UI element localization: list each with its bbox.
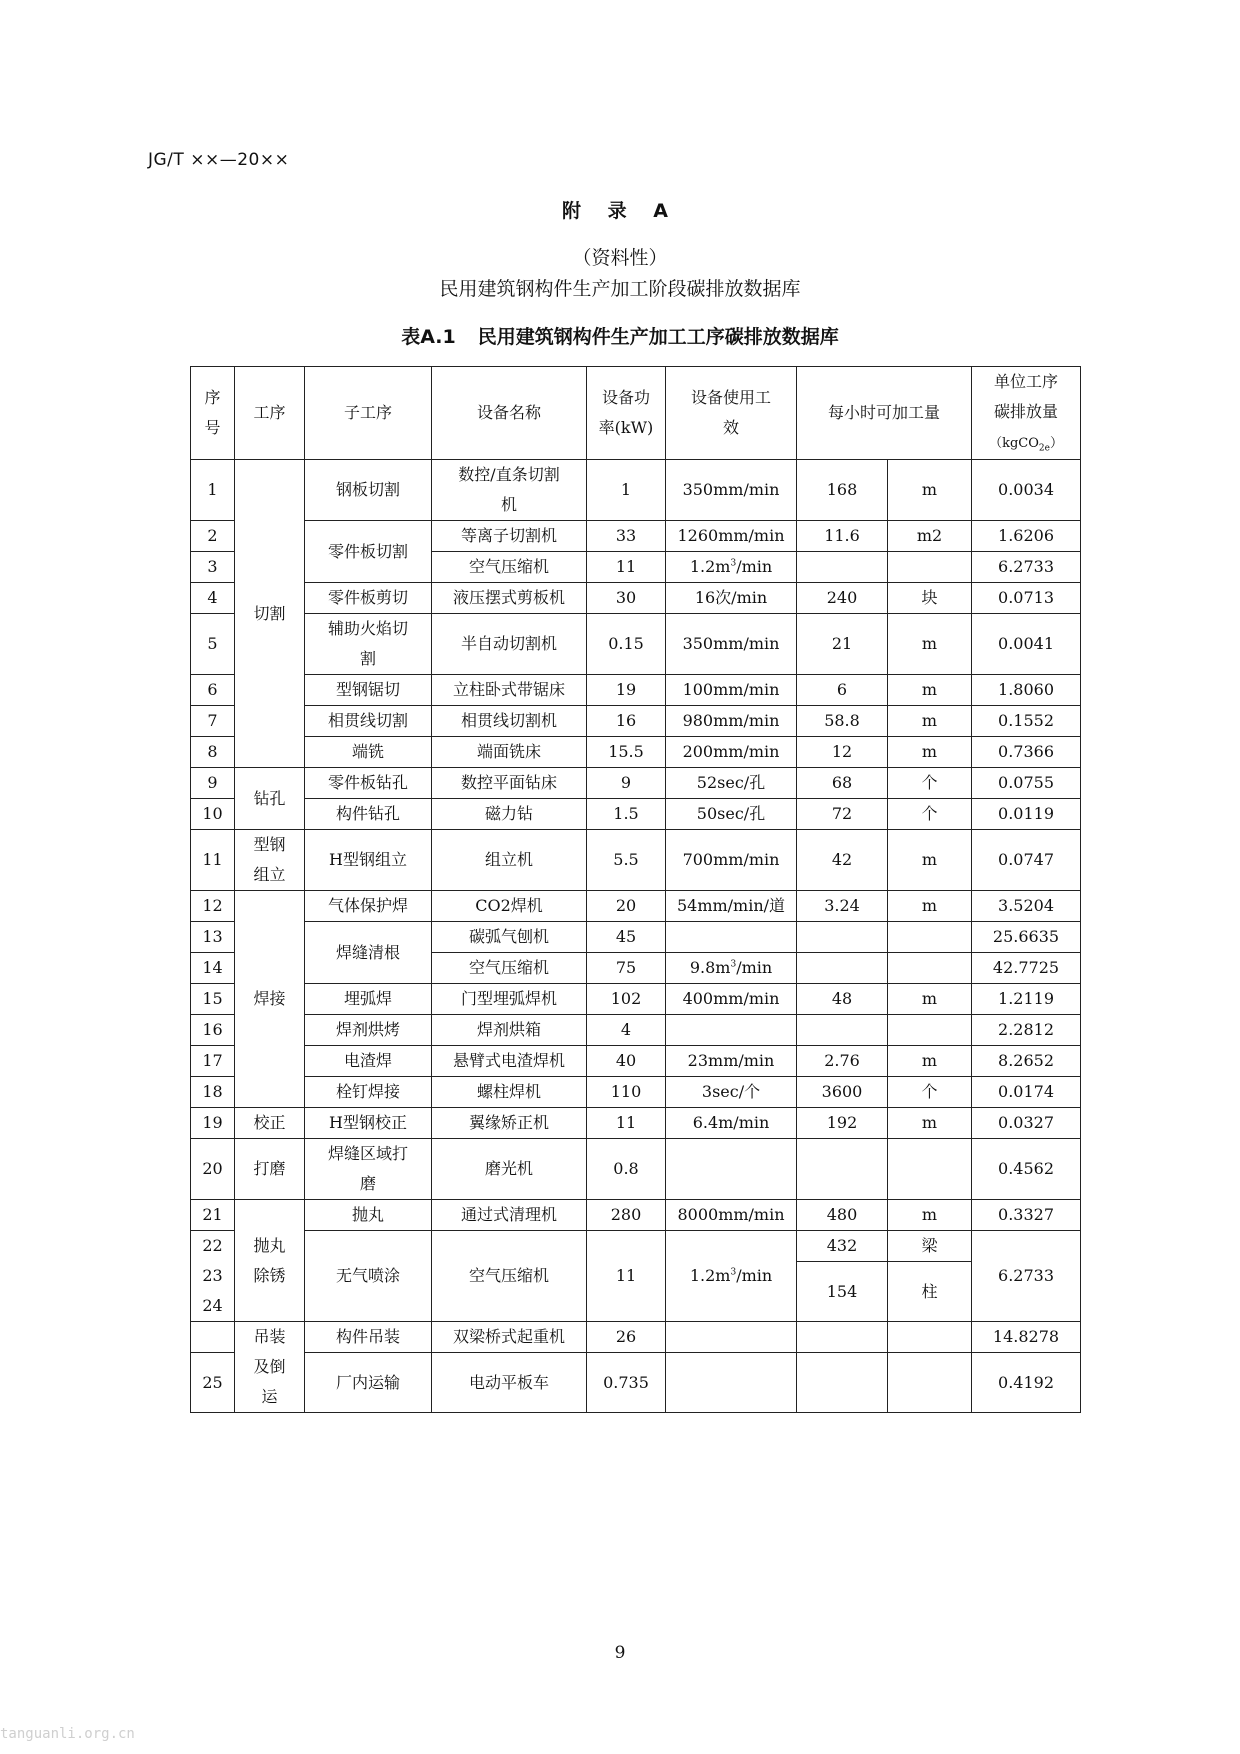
table-cell: 18 [191, 1077, 235, 1108]
table-cell: 200mm/min [666, 737, 797, 768]
table-row [191, 830, 1081, 891]
table-cell: 2.76 [797, 1046, 888, 1077]
table-row [191, 675, 1081, 706]
table-cell: m [888, 675, 972, 706]
table-cell: 厂内运输 [305, 1353, 432, 1413]
table-cell: 电渣焊 [305, 1046, 432, 1077]
table-cell: m [888, 1046, 972, 1077]
header-subprocess: 子工序 [305, 367, 432, 460]
table-cell [888, 1139, 972, 1200]
group-assemble: 型钢 组立 [235, 830, 305, 891]
table-cell [797, 922, 888, 953]
table-cell: 15 [191, 984, 235, 1015]
table-cell: 梁 [888, 1231, 972, 1262]
group-drill: 钻孔 [235, 768, 305, 830]
carbon-emission-table [190, 366, 1081, 1413]
table-cell: 154 [797, 1262, 888, 1322]
table-cell: 42 [797, 830, 888, 891]
table-cell: 11 [587, 552, 666, 583]
table-cell [191, 1322, 235, 1353]
table-cell: 102 [587, 984, 666, 1015]
table-cell [797, 953, 888, 984]
table-cell: 240 [797, 583, 888, 614]
table-cell: 个 [888, 768, 972, 799]
table-cell: 1.6206 [972, 521, 1081, 552]
table-cell: 30 [587, 583, 666, 614]
table-cell: 焊缝区域打 磨 [305, 1139, 432, 1200]
group-weld: 焊接 [235, 891, 305, 1108]
table-cell: 20 [191, 1139, 235, 1200]
table-cell: 110 [587, 1077, 666, 1108]
table-cell: 翼缘矫正机 [432, 1108, 587, 1139]
table-cell: 192 [797, 1108, 888, 1139]
table-cell: 个 [888, 799, 972, 830]
table-cell: 螺柱焊机 [432, 1077, 587, 1108]
table-cell: 12 [191, 891, 235, 922]
table-row [191, 799, 1081, 830]
table-cell: 6.4m/min [666, 1108, 797, 1139]
table-cell: 980mm/min [666, 706, 797, 737]
table-cell: m [888, 460, 972, 521]
table-cell [666, 1322, 797, 1353]
table-cell: 焊缝清根 [305, 922, 432, 984]
table-cell: 72 [797, 799, 888, 830]
table-row [191, 1322, 1081, 1353]
table-cell: 5.5 [587, 830, 666, 891]
table-cell: 42.7725 [972, 953, 1081, 984]
table-caption-number: 表A.1 [401, 326, 456, 348]
table-cell: 50sec/孔 [666, 799, 797, 830]
table-cell: 端面铣床 [432, 737, 587, 768]
table-cell [888, 922, 972, 953]
table-cell: 0.0034 [972, 460, 1081, 521]
table-cell: 焊剂烘烤 [305, 1015, 432, 1046]
table-cell: 立柱卧式带锯床 [432, 675, 587, 706]
table-cell: 0.0747 [972, 830, 1081, 891]
table-cell: $1.2m^3/\min$ [666, 1231, 797, 1322]
table-cell: 门型埋弧焊机 [432, 984, 587, 1015]
table-cell: 19 [587, 675, 666, 706]
table-cell: 半自动切割机 [432, 614, 587, 675]
table-cell: 700mm/min [666, 830, 797, 891]
table-cell: 空气压缩机 [432, 1231, 587, 1322]
table-cell: 22 23 24 [191, 1231, 235, 1322]
header-equipment: 设备名称 [432, 367, 587, 460]
table-cell: 构件吊装 [305, 1322, 432, 1353]
table-cell: 6.2733 [972, 1231, 1081, 1322]
table-cell: 磁力钻 [432, 799, 587, 830]
appendix-title: 民用建筑钢构件生产加工阶段碳排放数据库 [439, 278, 801, 300]
table-cell: 4 [587, 1015, 666, 1046]
table-cell [888, 552, 972, 583]
table-cell: 焊剂烘箱 [432, 1015, 587, 1046]
table-cell: 组立机 [432, 830, 587, 891]
table-cell: 16 [191, 1015, 235, 1046]
table-row [191, 1353, 1081, 1413]
table-cell: 0.4562 [972, 1139, 1081, 1200]
table-cell: m [888, 984, 972, 1015]
table-cell: 21 [191, 1200, 235, 1231]
table-row [191, 521, 1081, 552]
table-cell: 0.0041 [972, 614, 1081, 675]
table-cell: 11.6 [797, 521, 888, 552]
table-cell: 25 [191, 1353, 235, 1413]
table-cell: 432 [797, 1231, 888, 1262]
table-cell: 48 [797, 984, 888, 1015]
group-lift: 吊装 及倒 运 [235, 1322, 305, 1413]
table-cell: 4 [191, 583, 235, 614]
table-cell: 相贯线切割机 [432, 706, 587, 737]
table-cell: 零件板钻孔 [305, 768, 432, 799]
table-cell [797, 1322, 888, 1353]
table-cell: 68 [797, 768, 888, 799]
table-cell [888, 953, 972, 984]
table-cell: 52sec/孔 [666, 768, 797, 799]
table-cell: 11 [191, 830, 235, 891]
table-cell: 1.8060 [972, 675, 1081, 706]
table-cell: 悬臂式电渣焊机 [432, 1046, 587, 1077]
table-cell: 空气压缩机 [432, 552, 587, 583]
header-efficiency: 设备使用工 效 [666, 367, 797, 460]
table-cell: 个 [888, 1077, 972, 1108]
table-cell: 构件钻孔 [305, 799, 432, 830]
table-cell: 埋弧焊 [305, 984, 432, 1015]
table-cell: 0.3327 [972, 1200, 1081, 1231]
table-cell: 双梁桥式起重机 [432, 1322, 587, 1353]
table-cell: 3 [191, 552, 235, 583]
table-cell: 12 [797, 737, 888, 768]
table-cell: 0.1552 [972, 706, 1081, 737]
table-row [191, 1077, 1081, 1108]
appendix-nature: （资料性） [572, 247, 668, 269]
table-cell: 柱 [888, 1262, 972, 1322]
table-cell: 7 [191, 706, 235, 737]
header-power: 设备功 率(kW) [587, 367, 666, 460]
table-cell: 1.5 [587, 799, 666, 830]
table-row [191, 1046, 1081, 1077]
table-cell: 1 [587, 460, 666, 521]
table-cell: 15.5 [587, 737, 666, 768]
table-cell: 无气喷涂 [305, 1231, 432, 1322]
table-cell: m [888, 1108, 972, 1139]
table-cell: 零件板剪切 [305, 583, 432, 614]
table-row [191, 891, 1081, 922]
table-cell: 电动平板车 [432, 1353, 587, 1413]
table-cell: 45 [587, 922, 666, 953]
table-cell [797, 552, 888, 583]
table-cell: 10 [191, 799, 235, 830]
table-cell: 16 [587, 706, 666, 737]
table-cell: m [888, 891, 972, 922]
table-cell: 11 [587, 1108, 666, 1139]
table-cell: 21 [797, 614, 888, 675]
table-cell: 3sec/个 [666, 1077, 797, 1108]
table-cell: 0.4192 [972, 1353, 1081, 1413]
table-cell: 端铣 [305, 737, 432, 768]
table-cell: 20 [587, 891, 666, 922]
table-cell: H型钢校正 [305, 1108, 432, 1139]
table-cell: 26 [587, 1322, 666, 1353]
table-cell: 75 [587, 953, 666, 984]
table-cell: 钢板切割 [305, 460, 432, 521]
table-row [191, 1108, 1081, 1139]
table-cell: 2.2812 [972, 1015, 1081, 1046]
table-cell: H型钢组立 [305, 830, 432, 891]
table-cell: 9 [587, 768, 666, 799]
table-cell: 液压摆式剪板机 [432, 583, 587, 614]
table-cell: 0.15 [587, 614, 666, 675]
table-cell: 16次/min [666, 583, 797, 614]
table-cell: 14.8278 [972, 1322, 1081, 1353]
table-cell: 0.0755 [972, 768, 1081, 799]
table-cell: 350mm/min [666, 614, 797, 675]
table-cell [797, 1353, 888, 1413]
table-cell: CO2焊机 [432, 891, 587, 922]
table-cell: 0.735 [587, 1353, 666, 1413]
table-row [191, 1231, 1081, 1262]
header-seq: 序 号 [191, 367, 235, 460]
table-cell: 相贯线切割 [305, 706, 432, 737]
table-cell: 型钢锯切 [305, 675, 432, 706]
table-cell: 168 [797, 460, 888, 521]
table-cell: 8000mm/min [666, 1200, 797, 1231]
appendix-label: 附 录 A [562, 200, 678, 222]
table-caption [0, 322, 1240, 349]
table-cell: 33 [587, 521, 666, 552]
table-row [191, 737, 1081, 768]
group-blast: 抛丸 除锈 [235, 1200, 305, 1322]
table-cell: m2 [888, 521, 972, 552]
table-cell: m [888, 737, 972, 768]
table-cell: 0.7366 [972, 737, 1081, 768]
table-cell: 3600 [797, 1077, 888, 1108]
table-cell: 54mm/min/道 [666, 891, 797, 922]
table-row [191, 768, 1081, 799]
table-cell: m [888, 706, 972, 737]
table-cell: 11 [587, 1231, 666, 1322]
table-cell: 19 [191, 1108, 235, 1139]
table-cell: 块 [888, 583, 972, 614]
table-cell: 25.6635 [972, 922, 1081, 953]
table-cell: 栓钉焊接 [305, 1077, 432, 1108]
table-cell: 8.2652 [972, 1046, 1081, 1077]
table-cell [797, 1015, 888, 1046]
table-cell: 280 [587, 1200, 666, 1231]
table-header-row [191, 367, 1081, 460]
table-cell [666, 1353, 797, 1413]
group-correct: 校正 [235, 1108, 305, 1139]
table-row [191, 460, 1081, 521]
document-code: JG/T ××—20×× [148, 150, 290, 170]
table-cell: 8 [191, 737, 235, 768]
table-cell: 辅助火焰切 割 [305, 614, 432, 675]
table-row [191, 922, 1081, 953]
table-row [191, 706, 1081, 737]
table-cell: 400mm/min [666, 984, 797, 1015]
table-cell [666, 922, 797, 953]
table-cell: 0.0713 [972, 583, 1081, 614]
table-cell: 2 [191, 521, 235, 552]
table-row [191, 984, 1081, 1015]
header-process: 工序 [235, 367, 305, 460]
table-cell: 数控/直条切割 机 [432, 460, 587, 521]
watermark: tanguanli.org.cn [0, 1726, 135, 1742]
table-row [191, 1200, 1081, 1231]
table-cell: 40 [587, 1046, 666, 1077]
table-cell: 1 [191, 460, 235, 521]
table-cell [888, 1322, 972, 1353]
table-cell: m [888, 830, 972, 891]
table-cell: 3.5204 [972, 891, 1081, 922]
table-cell: $1.2m^3/\min$ [666, 552, 797, 583]
table-cell: 气体保护焊 [305, 891, 432, 922]
table-cell: 6 [191, 675, 235, 706]
table-cell: 480 [797, 1200, 888, 1231]
table-cell: 3.24 [797, 891, 888, 922]
table-cell: 零件板切割 [305, 521, 432, 583]
header-emission: 单位工序 碳排放量 （kgCO$_{2e}$） [972, 367, 1081, 460]
group-cut: 切割 [235, 460, 305, 768]
page-number: 9 [614, 1643, 626, 1663]
table-cell [888, 1015, 972, 1046]
table-cell: 13 [191, 922, 235, 953]
table-cell: 1.2119 [972, 984, 1081, 1015]
table-cell: 等离子切割机 [432, 521, 587, 552]
table-cell: 碳弧气刨机 [432, 922, 587, 953]
table-cell: 23mm/min [666, 1046, 797, 1077]
table-cell [888, 1353, 972, 1413]
table-cell: 100mm/min [666, 675, 797, 706]
table-caption-text: 民用建筑钢构件生产加工工序碳排放数据库 [477, 326, 839, 348]
table-cell: 17 [191, 1046, 235, 1077]
table-row [191, 1139, 1081, 1200]
table-cell [666, 1015, 797, 1046]
table-cell: 0.0119 [972, 799, 1081, 830]
table-cell: 5 [191, 614, 235, 675]
table-cell: 58.8 [797, 706, 888, 737]
table-cell: 磨光机 [432, 1139, 587, 1200]
group-grind: 打磨 [235, 1139, 305, 1200]
table-cell: 抛丸 [305, 1200, 432, 1231]
table-cell: 0.0174 [972, 1077, 1081, 1108]
table-row [191, 583, 1081, 614]
header-hourly-capacity: 每小时可加工量 [797, 367, 972, 460]
table-cell: m [888, 1200, 972, 1231]
table-cell: 6 [797, 675, 888, 706]
table-cell [797, 1139, 888, 1200]
table-cell: 9 [191, 768, 235, 799]
table-cell: m [888, 614, 972, 675]
table-cell: 1260mm/min [666, 521, 797, 552]
table-cell: $9.8m^3/\min$ [666, 953, 797, 984]
table-cell: 14 [191, 953, 235, 984]
table-cell: 350mm/min [666, 460, 797, 521]
table-cell: 空气压缩机 [432, 953, 587, 984]
table-cell: 通过式清理机 [432, 1200, 587, 1231]
table-cell [666, 1139, 797, 1200]
table-row [191, 1015, 1081, 1046]
table-cell: 0.0327 [972, 1108, 1081, 1139]
table-cell: 数控平面钻床 [432, 768, 587, 799]
table-row [191, 614, 1081, 675]
table-cell: 6.2733 [972, 552, 1081, 583]
table-cell: 0.8 [587, 1139, 666, 1200]
